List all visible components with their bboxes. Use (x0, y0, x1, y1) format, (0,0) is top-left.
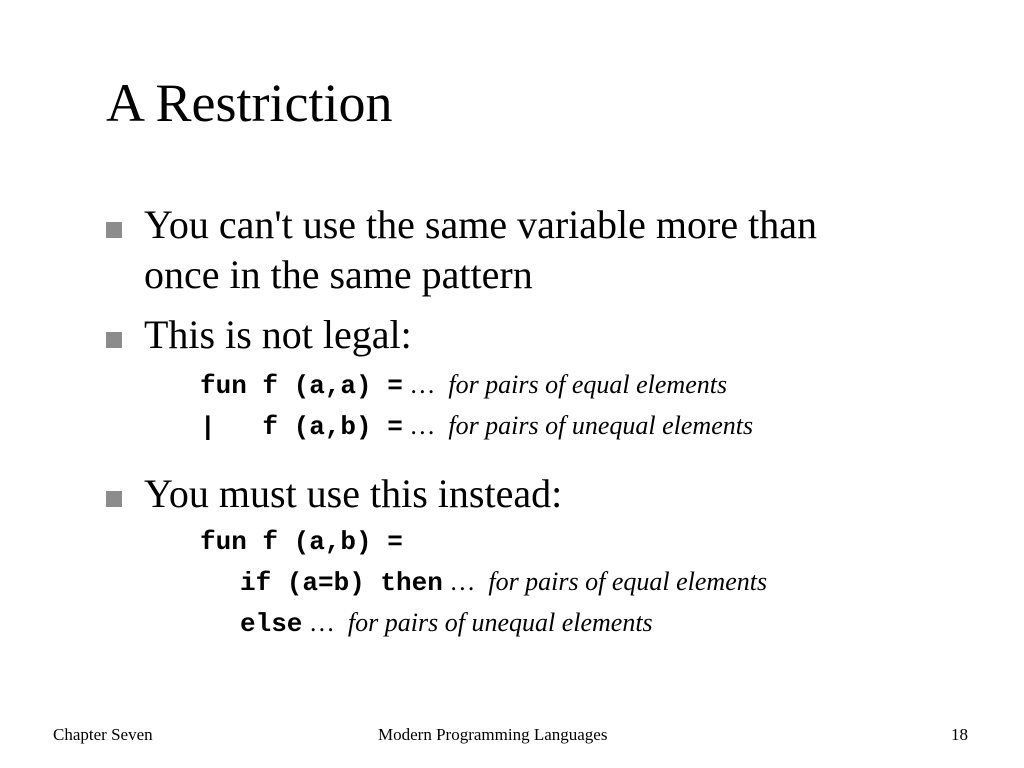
ellipsis: … (409, 411, 436, 440)
code-comment: for pairs of equal elements (488, 567, 768, 596)
footer-book-title: Modern Programming Languages (378, 725, 608, 744)
square-bullet-icon (106, 332, 122, 348)
code-line-illegal-1 (200, 368, 727, 403)
square-bullet-icon (106, 491, 122, 507)
code-line-illegal-2 (200, 409, 753, 444)
bullet-text-line: once in the same pattern (144, 252, 533, 297)
slide-title: A Restriction (106, 73, 393, 133)
code-comment: for pairs of unequal elements (347, 608, 653, 637)
bullet-text-line: This is not legal: (144, 312, 412, 357)
ellipsis: … (409, 370, 436, 399)
code-comment: for pairs of unequal elements (448, 411, 754, 440)
code-comment: for pairs of equal elements (448, 370, 728, 399)
code-text: else (240, 609, 303, 639)
code-text: if (a=b) then (240, 568, 443, 598)
square-bullet-icon (106, 222, 122, 238)
code-text: fun f (a,a) = (200, 371, 403, 401)
ellipsis: … (449, 567, 476, 596)
bullet-text-line: You can't use the same variable more than (144, 202, 817, 247)
code-text: | f (a,b) = (200, 412, 403, 442)
code-text: fun f (a,b) = (200, 527, 403, 557)
footer-page-number: 18 (951, 725, 968, 744)
bullet-text-line: You must use this instead: (144, 471, 563, 516)
ellipsis: … (308, 608, 335, 637)
code-line-legal-3 (240, 606, 653, 641)
footer-chapter: Chapter Seven (53, 725, 153, 744)
code-line-legal-2 (240, 565, 767, 600)
code-line-legal-1 (200, 524, 403, 559)
